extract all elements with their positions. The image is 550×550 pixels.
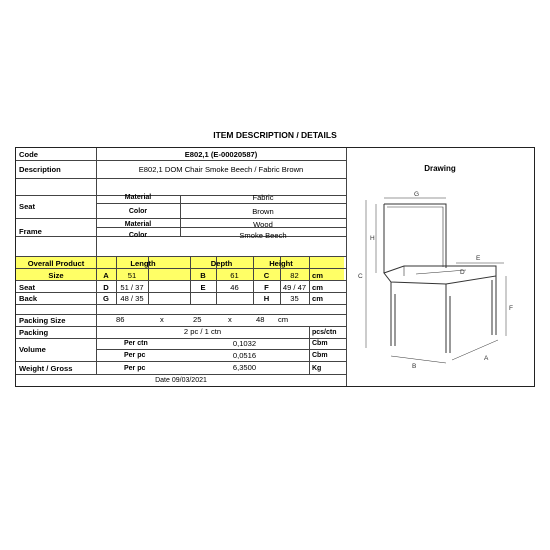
packing-size-x2: x xyxy=(228,315,232,324)
seat-color-label: Color xyxy=(128,208,148,215)
back-dims-unit: cm xyxy=(312,294,323,303)
back-dims-label: Back xyxy=(19,294,38,303)
packing-unit: pcs/ctn xyxy=(312,329,337,336)
drawing-label: Drawing xyxy=(424,164,456,173)
chair-drawing xyxy=(356,188,526,368)
dim-f-letter: F xyxy=(264,283,269,292)
dim-f-value: 49 / 47 xyxy=(282,283,307,292)
description-value: E802,1 DOM Chair Smoke Beech / Fabric Brown xyxy=(138,165,304,174)
dim-c-value: 82 xyxy=(290,271,299,280)
seat-label: Seat xyxy=(19,202,36,211)
dim-b-letter: B xyxy=(200,271,206,280)
frame-material-value: Wood xyxy=(253,220,273,229)
packing-size-label: Packing Size xyxy=(19,316,66,325)
description-label: Description xyxy=(19,165,61,174)
packing-size-unit: cm xyxy=(278,315,289,324)
volume-per-ctn-label: Per ctn xyxy=(124,340,148,347)
weight-per-pc-label: Per pc xyxy=(124,365,146,372)
depth-header: Depth xyxy=(210,259,233,268)
volume-label: Volume xyxy=(19,345,46,354)
packing-size-v3: 48 xyxy=(256,315,265,324)
code-label: Code xyxy=(19,150,38,159)
height-header: Height xyxy=(269,259,293,268)
dim-e-value: 46 xyxy=(230,283,239,292)
length-header: Length xyxy=(130,259,156,268)
packing-label: Packing xyxy=(19,328,49,337)
drawing-letter-c: C xyxy=(358,273,363,280)
overall-product-label: Overall Product xyxy=(27,259,85,268)
packing-size-v1: 86 xyxy=(116,315,125,324)
dim-g-value: 48 / 35 xyxy=(120,294,144,303)
code-value: E802,1 (E-00020587) xyxy=(184,150,258,159)
seat-material-label: Material xyxy=(124,194,152,201)
packing-size-x1: x xyxy=(160,315,164,324)
dim-g-letter: G xyxy=(103,294,109,303)
drawing-letter-b: B xyxy=(412,363,417,368)
volume-per-pc-label: Per pc xyxy=(124,352,146,359)
dim-h-letter: H xyxy=(263,294,270,303)
frame-color-value: Smoke Beech xyxy=(239,231,287,240)
page-title: ITEM DESCRIPTION / DETAILS xyxy=(213,130,337,140)
dim-a-letter: A xyxy=(103,271,109,280)
seat-material-value: Fabric xyxy=(252,193,274,202)
dim-a-value: 51 xyxy=(127,271,137,280)
frame-color-label: Color xyxy=(128,232,148,239)
dim-h-value: 35 xyxy=(290,294,299,303)
seat-dims-unit: cm xyxy=(312,283,323,292)
packing-size-v2: 25 xyxy=(193,315,202,324)
frame-material-label: Material xyxy=(124,221,152,228)
dim-d-value: 51 / 37 xyxy=(120,283,144,292)
date-stamp: Date 09/03/2021 xyxy=(155,377,207,384)
dim-d-letter: D xyxy=(103,283,109,292)
volume-unit-pc: Cbm xyxy=(312,352,328,359)
drawing-letter-e: E xyxy=(476,255,481,262)
drawing-letter-g: G xyxy=(414,191,420,198)
drawing-letter-h: H xyxy=(370,235,375,242)
dim-b-value: 61 xyxy=(230,271,239,280)
weight-value: 6,3500 xyxy=(232,363,257,372)
dim-e-letter: E xyxy=(200,283,206,292)
seat-color-value: Brown xyxy=(252,207,274,216)
volume-per-ctn-value: 0,1032 xyxy=(232,339,257,348)
drawing-letter-d: D xyxy=(460,269,465,276)
dim-c-letter: C xyxy=(263,271,270,280)
frame-label: Frame xyxy=(19,227,42,236)
weight-label: Weight / Gross xyxy=(19,364,73,373)
packing-value: 2 pc / 1 ctn xyxy=(183,327,222,336)
seat-dims-label: Seat xyxy=(19,283,36,292)
drawing-letter-a: A xyxy=(484,355,489,362)
overall-size-label: Size xyxy=(48,271,64,280)
item-details-sheet xyxy=(15,147,535,387)
weight-unit: Kg xyxy=(312,365,322,372)
volume-unit-ctn: Cbm xyxy=(312,340,328,347)
drawing-letter-f: F xyxy=(509,305,513,312)
volume-per-pc-value: 0,0516 xyxy=(232,351,257,360)
overall-unit: cm xyxy=(312,271,323,280)
